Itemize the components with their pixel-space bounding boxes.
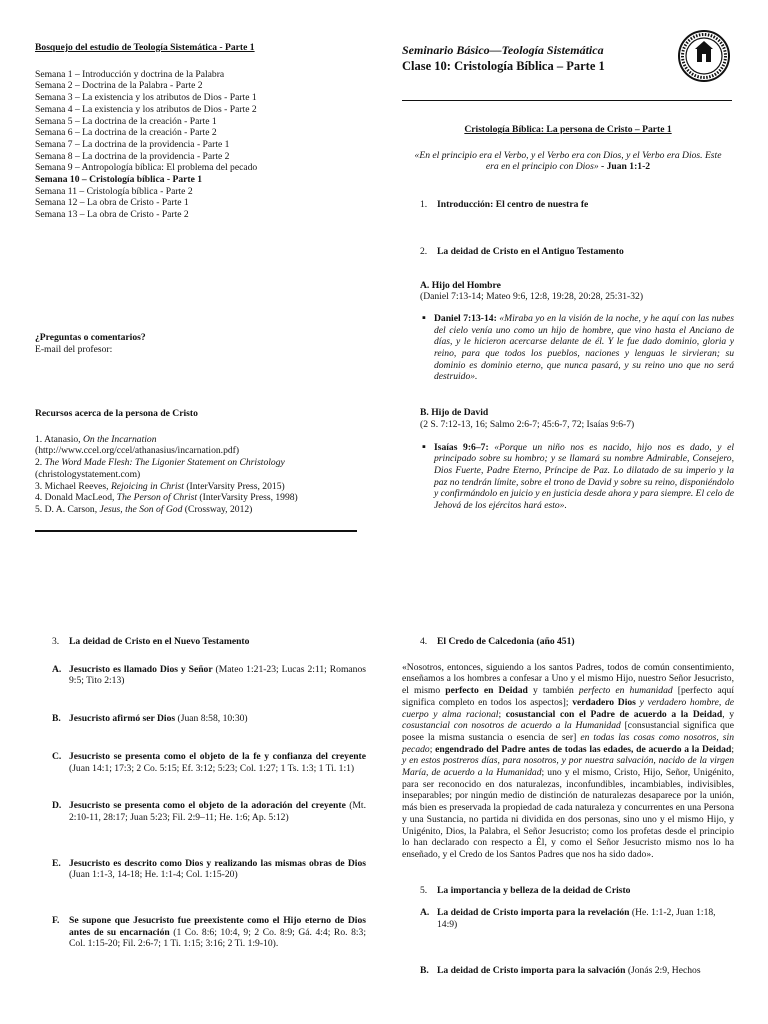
section-3-heading: 3. La deidad de Cristo en el Nuevo Testamento — [52, 636, 250, 647]
isaiah-quote: ▪ Isaías 9:6–7: «Porque un niño nos es nacido, hijo nos es dado, y el principado sobre su hombro; y se llamará su nombre Admirable, Consejero, Dios Fuerte, Padre Eterno, Príncipe de Paz. Lo dilatado de su imperio y la paz no tendrán límite, sobre el trono de David y sobre su reino, disponiéndolo y confirmándolo en juicio y en justicia desde ahora y para siempre. El celo de Jehová de los ejércitos hará esto». — [422, 442, 734, 512]
week-item: Semana 3 – La existencia y los atributos de Dios - Parte 1 — [35, 92, 257, 104]
creed-segment: verdadero Dios — [572, 696, 636, 708]
questions-title: ¿Preguntas o comentarios? — [35, 332, 146, 343]
epigraph-ref: - Juan 1:1-2 — [601, 161, 651, 173]
resources-list — [35, 434, 357, 516]
resource-prefix: 5. D. A. Carson, — [35, 503, 100, 515]
nt-item-title: Se supone que Jesucristo fue preexistente como el Hijo eterno de Dios antes de su encarnación — [69, 915, 366, 938]
resource-title: On the Incarnation — [82, 433, 157, 445]
resource-publisher: (Crossway, 2012) — [182, 503, 253, 515]
creed-segment: [perfecto aquí significa completo en todos los aspectos]; — [402, 685, 735, 708]
week-item: Semana 13 – La obra de Cristo - Parte 2 — [35, 209, 189, 221]
week-item: Semana 7 – La doctrina de la providencia - Parte 1 — [35, 138, 230, 150]
section-2-title: La deidad de Cristo en el Antiguo Testamento — [437, 245, 624, 257]
section-1-title: Introducción: El centro de nuestra fe — [437, 199, 589, 211]
resource-publisher: (InterVarsity Press, 1998) — [197, 492, 298, 504]
subsection-2b-refs: (2 S. 7:12-13, 16; Salmo 2:6-7; 45:6-7, 72; Isaías 9:6-7) — [420, 418, 635, 430]
creed-segment: ; — [498, 708, 506, 720]
resource-prefix: 4. Donald MacLeod, — [35, 492, 117, 504]
creed-segment: «Nosotros, entonces, siguiendo a los santos Padres, todos de común consentimiento, enseñamos a los hombres a confesar a Uno y el mismo Hijo, nuestro Señor Jesucristo, el mismo — [402, 661, 734, 697]
subsection-2b-title: B. Hijo de David — [420, 407, 489, 419]
creed-segment: ; — [429, 743, 436, 755]
nt-item-letter: D. — [52, 800, 62, 812]
subsection-2b — [420, 407, 734, 512]
subsection-2a — [420, 280, 734, 384]
resource-item — [35, 481, 357, 493]
week-item: Semana 4 – La existencia y los atributos de Dios - Parte 2 — [35, 103, 257, 115]
email-label: E-mail del profesor: — [35, 343, 113, 355]
creed-segment: [consustancial significa que posee la misma sustancia o esencia de ser] — [402, 720, 734, 743]
resources-divider — [35, 530, 357, 532]
section-5b: B. La deidad de Cristo importa para la salvación (Jonás 2:9, Hechos — [420, 964, 701, 976]
nt-item-title: Jesucristo es descrito como Dios y realizando las mismas obras de Dios — [69, 857, 366, 869]
week-item: Semana 5 – La doctrina de la creación - Parte 1 — [35, 115, 217, 127]
section-2-heading: 2. La deidad de Cristo en el Antiguo Testamento — [420, 245, 624, 257]
section-4-heading: 4. El Credo de Calcedonia (año 451) — [420, 636, 575, 647]
week-item: Semana 6 – La doctrina de la creación - Parte 2 — [35, 127, 217, 139]
creed-segment: engendrado del Padre antes de todas las edades, de acuerdo a la Deidad — [435, 743, 732, 755]
nt-item-letter: A. — [52, 663, 62, 675]
outline-section — [35, 42, 357, 221]
nt-item-letter: E. — [52, 857, 61, 869]
week-item: Semana 9 – Antropología bíblica: El problema del pecado — [35, 162, 258, 174]
section-3-items — [52, 664, 366, 950]
creed-segment: y verdadero hombre, de cuerpo y alma racional — [402, 696, 735, 720]
section-3 — [52, 636, 366, 950]
week-item: Semana 10 – Cristología bíblica - Parte 1 — [35, 174, 203, 186]
nt-item-refs: (Juan 14:1; 17:3; 2 Co. 5:15; Ef. 3:12; 5:23; Col. 1:27; 1 Ts. 1:3; 1 Ti. 1:1) — [69, 762, 355, 774]
subsection-2a-title: A. Hijo del Hombre — [420, 279, 501, 291]
resources-title: Recursos acerca de la persona de Cristo — [35, 408, 198, 419]
nt-item-refs: (Juan 1:1-3, 14-18; He. 1:1-4; Col. 1:15-20) — [69, 869, 238, 881]
resource-title: The Person of Christ — [116, 492, 198, 504]
nt-item — [52, 800, 366, 823]
nt-item-refs: (Juan 8:58, 10:30) — [175, 713, 248, 725]
nt-item — [52, 858, 366, 881]
class-title: Clase 10: Cristología Bíblica – Parte 1 — [402, 58, 605, 73]
creed-segment: ; — [731, 743, 734, 755]
resource-prefix: 3. Michael Reeves, — [35, 480, 111, 492]
resource-prefix: 1. Atanasio, — [35, 433, 83, 445]
church-seal-icon — [678, 30, 730, 82]
section-4 — [402, 636, 734, 976]
resource-item — [35, 434, 357, 446]
nt-item-title: Jesucristo afirmó ser Dios — [69, 713, 176, 725]
nt-item — [52, 915, 366, 950]
resource-prefix: 2. — [35, 457, 45, 469]
epigraph-text: «En el principio era el Verbo, y el Verbo era con Dios, y el Verbo era Dios. Este era en el principio con Dios» — [414, 149, 722, 173]
creed-segment: perfecto en Deidad — [445, 685, 528, 697]
outline-title: Bosquejo del estudio de Teología Sistemática - Parte 1 — [35, 42, 255, 53]
week-item: Semana 2 – Doctrina de la Palabra - Parte 2 — [35, 80, 203, 92]
chalcedon-creed — [402, 662, 734, 861]
nt-item-title: Jesucristo se presenta como el objeto de la fe y confianza del creyente — [69, 750, 366, 762]
nt-item-refs: (Mateo 1:21-23; Lucas 2:11; Romanos 9:5; Tito 2:13) — [69, 663, 366, 687]
lesson-subtitle: Cristología Bíblica: La persona de Cristo – Parte 1 — [464, 124, 672, 135]
class-header — [402, 43, 662, 74]
week-item: Semana 1 – Introducción y doctrina de la Palabra — [35, 68, 225, 80]
creed-segment: , y — [722, 708, 735, 720]
resource-link: (http://www.ccel.org/ccel/athanasius/incarnation.pdf) — [35, 445, 240, 457]
resource-link: (christologystatement.com) — [35, 468, 141, 480]
section-5-heading: 5. La importancia y belleza de la deidad de Cristo — [420, 884, 631, 896]
section-5a: A. La deidad de Cristo importa para la revelación (He. 1:1-2, Juan 1:18, 14:9) — [420, 907, 716, 931]
section-1-heading: 1. Introducción: El centro de nuestra fe — [420, 199, 589, 211]
creed-segment: cosustancial con nosotros de acuerdo a la Humanidad — [402, 720, 621, 732]
nt-item — [52, 713, 366, 725]
resource-title: Rejoicing in Christ — [110, 480, 184, 492]
seminary-title: Seminario Básico—Teología Sistemática — [402, 43, 604, 57]
nt-item-refs: (1 Co. 8:6; 10:4, 9; 2 Co. 8:9; Gá. 4:4; Ro. 8:3; Col. 1:15-20; Fil. 2:6-7; 1 Ti. 1:15; 3:16; 2 Ti. 1:9-10). — [69, 926, 366, 950]
creed-segment: y en estos postreros días, para nosotros, y por nuestra salvación, nacido de la virgen María, de acuerdo a la Humanidad — [402, 755, 734, 779]
daniel-quote: ▪ Daniel 7:13-14: «Miraba yo en la visión de la noche, y he aquí con las nubes del cielo venía uno como un hijo de hombre, que vino hasta el Anciano de días, y le hicieron acercarse delante de él. Y le fue dado dominio, gloria y reino, para que todos los pueblos, naciones y lenguas le sirvieran; su dominio es dominio eterno, que nunca pasará, y su reino uno que no será destruido». — [422, 313, 734, 383]
week-item: Semana 12 – La obra de Cristo - Parte 1 — [35, 197, 189, 209]
right-top-content — [402, 124, 734, 512]
creed-segment: cosustancial con el Padre de acuerdo a la Deidad — [505, 708, 723, 720]
epigraph — [402, 150, 734, 173]
nt-item — [52, 664, 366, 687]
subsection-2a-refs: (Daniel 7:13-14; Mateo 9:6, 12:8, 19:28, 20:28, 25:31-32) — [420, 291, 644, 303]
section-4-title: El Credo de Calcedonia (año 451) — [437, 636, 575, 647]
nt-item — [52, 751, 366, 774]
week-item: Semana 11 – Cristología bíblica - Parte 2 — [35, 185, 193, 197]
section-5-title: La importancia y belleza de la deidad de Cristo — [437, 884, 631, 896]
nt-item-letter: C. — [52, 750, 62, 762]
nt-item-title: Jesucristo es llamado Dios y Señor — [69, 663, 213, 675]
resource-item — [35, 457, 357, 469]
creed-segment: en todas las cosas como nosotros, sin pecado — [402, 731, 734, 755]
week-list — [35, 69, 357, 221]
resource-title: The Word Made Flesh: The Ligonier Statement on Christology — [44, 457, 285, 469]
week-item: Semana 8 – La doctrina de la providencia - Parte 2 — [35, 150, 230, 162]
resources-section — [35, 408, 357, 516]
section-3-title: La deidad de Cristo en el Nuevo Testamento — [69, 636, 250, 647]
resource-title: Jesus, the Son of God — [99, 503, 183, 515]
creed-segment: perfecto en humanidad — [578, 685, 673, 697]
resource-item — [35, 504, 357, 516]
questions-section — [35, 332, 357, 355]
nt-item-refs: (Mt. 2:10-11, 28:17; Juan 5:23; Fil. 2:9–11; He. 1:6; Ap. 5:12) — [69, 800, 366, 823]
resource-item — [35, 492, 357, 504]
header-divider — [402, 100, 732, 101]
nt-item-letter: F. — [52, 915, 60, 927]
nt-item-letter: B. — [52, 713, 61, 725]
creed-segment: ; uno y el mismo, Cristo, Hijo, Señor, Unigénito, para ser reconocido en dos naturalezas, inconfundibles, incambiables, indivisibles, inseparables; por ningún medio de distinción de naturalezas desaparece por la unión, más bien es preservada la propiedad de cada naturaleza y concurrentes en una Persona y una Sustancia, no partida ni dividida en dos personas, sino uno y el mismo Hijo, y Unigénito, Dios, la Palabra, el Señor Jesucristo; como los profetas desde el principio lo han declarado con respecto a Él, y como el Señor Jesucristo mismo nos lo ha enseñado, y el Credo de los Santos Padres que nos ha sido dado». — [402, 767, 734, 860]
nt-item-title: Jesucristo se presenta como el objeto de la adoración del creyente — [69, 800, 346, 812]
creed-segment: y también — [527, 685, 579, 697]
resource-publisher: (InterVarsity Press, 2015) — [183, 480, 285, 492]
